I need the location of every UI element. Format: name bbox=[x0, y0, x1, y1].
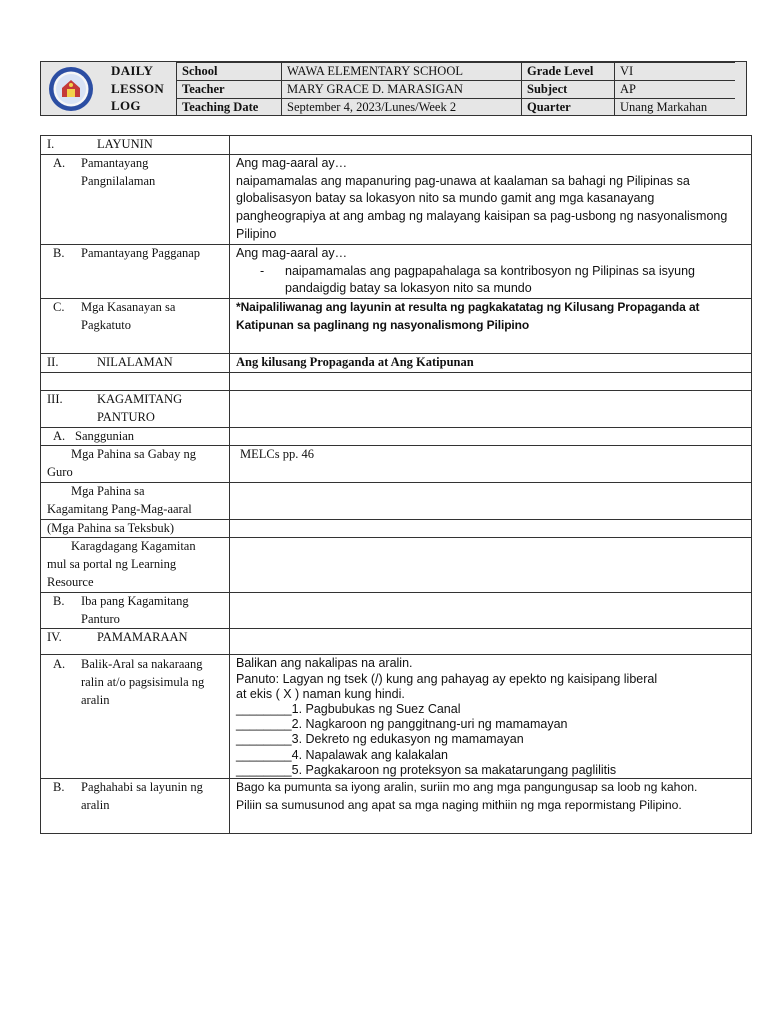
label-line: Karagdagang Kagamitan bbox=[71, 539, 196, 554]
content-text: naipamamalas ang mapanuring pag-unawa at kaalaman sa bahagi ng Pilipinas sa globalisasyon batay sa lokasyon nito sa mundo gamit ang mga kasanayang pangheograpiya at ang ambag ng malayang kaisipan sa pag-usbong ng nasyonalismong Pilipino bbox=[236, 173, 728, 241]
table-row bbox=[41, 629, 752, 655]
section-title: PAMAMARAAN bbox=[97, 630, 188, 645]
empty-cell bbox=[230, 519, 752, 538]
pamantayang-pangnilalaman-content bbox=[230, 154, 752, 244]
section-heading-nilalaman bbox=[41, 354, 230, 373]
content-line: Piliin sa sumusunod ang apat sa mga naging mithiin ng mga repormistang Pilipino. bbox=[236, 798, 682, 813]
label-line: Paghahabi sa layunin ng bbox=[81, 780, 203, 795]
empty-cell bbox=[230, 372, 752, 390]
label-line: mul sa portal ng Learning bbox=[47, 557, 177, 572]
section-number: I. bbox=[47, 137, 55, 151]
label-line: Mga Pahina sa bbox=[71, 483, 145, 498]
list-item: ________3. Dekreto ng edukasyon ng mamamayan bbox=[236, 732, 524, 747]
empty-cell bbox=[41, 372, 230, 390]
table-row bbox=[41, 592, 752, 629]
table-row bbox=[41, 779, 752, 834]
list-item: ________5. Pagkakaroon ng proteksyon sa makatarungang paglilitis bbox=[236, 762, 617, 777]
title-line: LESSON bbox=[111, 80, 165, 96]
section-title: PANTURO bbox=[97, 409, 155, 424]
label-line: Panturo bbox=[81, 611, 120, 626]
label-line: Guro bbox=[47, 465, 73, 480]
item-letter: C. bbox=[53, 300, 65, 315]
section-heading-layunin bbox=[41, 136, 230, 155]
grade-level-label: Grade Level bbox=[522, 63, 615, 81]
teaching-date-value: September 4, 2023/Lunes/Week 2 bbox=[282, 99, 522, 117]
bullet-line: naipamamalas ang pagpapahalaga sa kontribosyon ng Pilipinas sa isyung bbox=[285, 263, 695, 278]
table-row bbox=[41, 446, 752, 483]
subject-value: AP bbox=[615, 81, 736, 99]
item-letter: A. bbox=[53, 155, 66, 170]
table-row bbox=[41, 244, 752, 298]
empty-cell bbox=[230, 592, 752, 629]
content-line: *Naipaliliwanag ang layunin at resulta ng pagkakatatag ng Kilusang Propaganda at bbox=[236, 300, 700, 315]
grade-level-value: VI bbox=[615, 63, 736, 81]
title-line: LOG bbox=[111, 98, 141, 113]
table-row bbox=[41, 482, 752, 519]
item-letter: B. bbox=[53, 245, 65, 260]
row-label-paghahabi bbox=[41, 779, 230, 834]
list-item: ________4. Napalawak ang kalakalan bbox=[236, 747, 448, 762]
content-line: at ekis ( X ) naman kung hindi. bbox=[236, 686, 405, 701]
empty-cell bbox=[230, 629, 752, 655]
label-line: Kagamitang Pang-Mag-aaral bbox=[47, 501, 192, 516]
empty-cell bbox=[230, 136, 752, 155]
intro-text: Ang mag-aaral ay… bbox=[236, 245, 348, 260]
lesson-log-header bbox=[40, 61, 747, 116]
table-row bbox=[41, 299, 752, 354]
nilalaman-content: Ang kilusang Propaganda at Ang Katipunan bbox=[230, 354, 752, 373]
table-row bbox=[41, 390, 752, 427]
list-item: ________2. Nagkaroon ng panggitnang-uri ng mamamayan bbox=[236, 717, 568, 732]
quarter-value: Unang Markahan bbox=[615, 99, 736, 117]
quarter-label: Quarter bbox=[522, 99, 615, 117]
label-line: aralin bbox=[81, 798, 110, 813]
label-line: Iba pang Kagamitang bbox=[81, 593, 189, 608]
row-label-kagamitang-mag-aaral bbox=[41, 482, 230, 519]
empty-cell bbox=[230, 538, 752, 592]
content-line: Panuto: Lagyan ng tsek (/) kung ang pahayag ay epekto ng kaisipang liberal bbox=[236, 671, 658, 686]
teacher-label: Teacher bbox=[177, 81, 282, 99]
item-letter: B. bbox=[53, 780, 65, 795]
teaching-date-label: Teaching Date bbox=[177, 99, 282, 117]
row-label-balik-aral bbox=[41, 655, 230, 779]
row-label-karagdagang-kagamitan bbox=[41, 538, 230, 592]
table-row bbox=[41, 354, 752, 373]
section-heading-pamamaraan bbox=[41, 629, 230, 655]
label-line: ralin at/o pagsisimula ng bbox=[81, 675, 205, 690]
label-line: Balik-Aral sa nakaraang bbox=[81, 657, 203, 672]
row-label-kasanayan bbox=[41, 299, 230, 354]
section-title: KAGAMITANG bbox=[97, 391, 183, 406]
gabay-content: MELCs pp. 46 bbox=[230, 446, 752, 483]
item-letter: A. bbox=[53, 428, 66, 443]
section-number: III. bbox=[47, 391, 63, 406]
row-label-pamantayang-pangnilalaman bbox=[41, 154, 230, 244]
bullet-line: pandaigdig batay sa lokasyon nito sa mundo bbox=[285, 281, 532, 296]
section-number: II. bbox=[47, 355, 59, 370]
label-line: Resource bbox=[47, 574, 94, 589]
table-row bbox=[41, 655, 752, 779]
content-line: Bago ka pumunta sa iyong aralin, suriin mo ang mga pangungusap sa loob ng kahon. bbox=[236, 780, 698, 795]
label-line: Sanggunian bbox=[75, 428, 135, 443]
table-row bbox=[41, 519, 752, 538]
label-line: Pamantayang Pagganap bbox=[81, 245, 201, 260]
balik-aral-content bbox=[230, 655, 752, 779]
label-line: aralin bbox=[81, 692, 110, 707]
content-line: Katipunan sa paglinang ng nasyonalismong Pilipino bbox=[236, 317, 530, 332]
school-value: WAWA ELEMENTARY SCHOOL bbox=[282, 63, 522, 81]
section-heading-kagamitang bbox=[41, 390, 230, 427]
item-letter: A. bbox=[53, 657, 66, 672]
row-label-pamantayang-pagganap bbox=[41, 244, 230, 298]
label-line: Mga Kasanayan sa bbox=[81, 300, 176, 315]
label-line: Pagkatuto bbox=[81, 317, 131, 332]
section-title: LAYUNIN bbox=[97, 137, 153, 151]
row-label-sanggunian bbox=[41, 427, 230, 446]
kasanayan-content bbox=[230, 299, 752, 354]
table-row bbox=[41, 136, 752, 155]
subject-label: Subject bbox=[522, 81, 615, 99]
empty-cell bbox=[230, 482, 752, 519]
item-letter: B. bbox=[53, 593, 65, 608]
pamantayang-pagganap-content bbox=[230, 244, 752, 298]
table-row bbox=[41, 154, 752, 244]
section-number: IV. bbox=[47, 630, 62, 645]
empty-cell bbox=[230, 390, 752, 427]
header-info-table bbox=[176, 62, 735, 116]
paghahabi-content bbox=[230, 779, 752, 834]
section-title: NILALAMAN bbox=[97, 355, 173, 370]
content-line: Balikan ang nakalipas na aralin. bbox=[236, 656, 413, 671]
table-row bbox=[41, 372, 752, 390]
bullet-dash: - bbox=[260, 263, 265, 278]
row-label-teksbuk: (Mga Pahina sa Teksbuk) bbox=[41, 519, 230, 538]
list-item: ________1. Pagbubukas ng Suez Canal bbox=[236, 701, 461, 716]
empty-cell bbox=[230, 427, 752, 446]
label-line: Pamantayang bbox=[81, 155, 149, 170]
row-label-iba-pang-kagamitang bbox=[41, 592, 230, 629]
table-row bbox=[41, 538, 752, 592]
label-line: Mga Pahina sa Gabay ng bbox=[71, 447, 196, 462]
title-line: DAILY bbox=[111, 63, 154, 78]
lesson-plan-table bbox=[40, 135, 752, 834]
teacher-value: MARY GRACE D. MARASIGAN bbox=[282, 81, 522, 99]
school-label: School bbox=[177, 63, 282, 81]
row-label-gabay-ng-guro bbox=[41, 446, 230, 483]
table-row bbox=[41, 427, 752, 446]
label-line: Pangnilalaman bbox=[81, 173, 156, 188]
deped-seal-icon bbox=[44, 65, 98, 113]
intro-text: Ang mag-aaral ay… bbox=[236, 155, 348, 170]
